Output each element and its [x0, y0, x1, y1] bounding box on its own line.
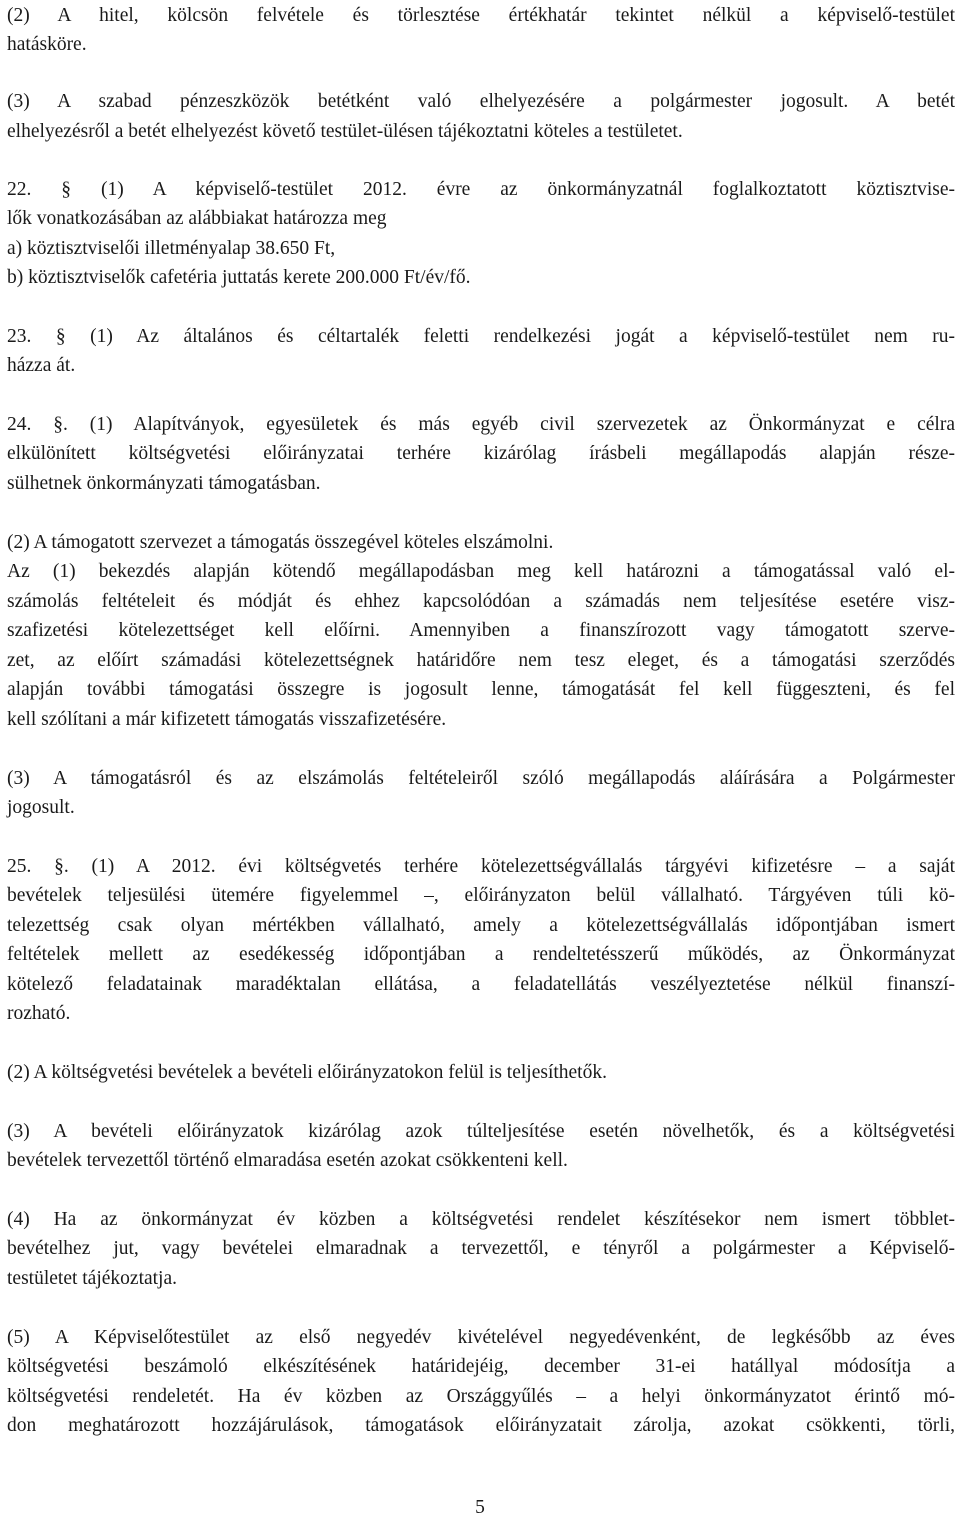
text-line: bevételhez jut, vagy bevételei elmaradnak a tervezettől, e tényről a polgármester a Képviselő-	[7, 1238, 955, 1259]
text-line: 25. §. (1) A 2012. évi költségvetés terhére kötelezettségvállalás tárgyévi kifizetésre – a saját	[7, 856, 955, 877]
text-line: (2) A hitel, kölcsön felvétele és törlesztése értékhatár tekintet nélkül a képviselő-testület	[7, 5, 955, 26]
text-line: sülhetnek önkormányzati támogatásban.	[7, 473, 321, 494]
text-line: számolás feltételeit és módját és ehhez kapcsolódóan a számadás nem teljesítése esetére visz-	[7, 591, 955, 612]
text-line: b) köztisztviselők cafetéria juttatás kerete 200.000 Ft/év/fő.	[7, 267, 471, 288]
text-line: elhelyezésről a betét elhelyezést követő testület-ülésen tájékoztatni köteles a testületet.	[7, 121, 683, 142]
text-line: lők vonatkozásában az alábbiakat határozza meg	[7, 208, 387, 229]
text-line: szafizetési kötelezettséget kell előírni. Amennyiben a finanszírozott vagy támogatott szerve-	[7, 620, 955, 641]
text-line: don meghatározott hozzájárulások, támogatások előirányzatait zárolja, azokat csökkenti, törli,	[7, 1415, 955, 1436]
text-line: zet, az előírt számadási kötelezettségnek határidőre nem tesz eleget, és a támogatási szerződés	[7, 650, 955, 671]
text-line: (2) A támogatott szervezet a támogatás összegével köteles elszámolni.	[7, 532, 554, 553]
text-line: (5) A Képviselőtestület az első negyedév kivételével negyedévenként, de legkésőbb az éves	[7, 1327, 955, 1348]
text-line: (3) A bevételi előirányzatok kizárólag azok túlteljesítése esetén növelhetők, és a költségvetési	[7, 1121, 955, 1142]
text-line: a) köztisztviselői illetményalap 38.650 Ft,	[7, 238, 336, 259]
text-line: költségvetési beszámoló elkészítésének határidejéig, december 31-ei hatállyal módosítja a	[7, 1356, 955, 1377]
page-number: 5	[475, 1497, 485, 1518]
text-line: 23. § (1) Az általános és céltartalék feletti rendelkezési jogát a képviselő-testület nem ru-	[7, 326, 955, 347]
text-line: bevételek teljesülési ütemére figyelemmel –, előirányzaton belül vállalható. Tárgyéven túli kö-	[7, 885, 955, 906]
text-line: 24. §. (1) Alapítványok, egyesületek és más egyéb civil szervezetek az Önkormányzat e célra	[7, 414, 955, 435]
text-line: testületet tájékoztatja.	[7, 1268, 178, 1289]
text-line: költségvetési rendeletét. Ha év közben az Országgyűlés – a helyi önkormányzatot érintő mó-	[7, 1386, 955, 1407]
text-line: kell szólítani a már kifizetett támogatás visszafizetésére.	[7, 709, 447, 730]
text-line: jogosult.	[7, 797, 75, 818]
text-line: rozható.	[7, 1003, 71, 1024]
text-line: (4) Ha az önkormányzat év közben a költségvetési rendelet készítésekor nem ismert többlet-	[7, 1209, 955, 1230]
text-line: házza át.	[7, 355, 76, 376]
text-line: (3) A szabad pénzeszközök betétként való elhelyezésére a polgármester jogosult. A betét	[7, 91, 955, 112]
text-line: kötelező feladatainak maradéktalan ellátása, a feladatellátás veszélyeztetése nélkül finanszí-	[7, 974, 955, 995]
text-line: bevételek tervezettől történő elmaradása esetén azokat csökkenteni kell.	[7, 1150, 568, 1171]
text-line: hatásköre.	[7, 34, 87, 55]
text-line: (3) A támogatásról és az elszámolás feltételeiről szóló megállapodás aláírására a Polgármester	[7, 768, 955, 789]
text-line: feltételek mellett az esedékesség időpontjában a rendeltetésszerű működés, az Önkormányzat	[7, 944, 955, 965]
text-line: alapján további támogatási összegre is jogosult lenne, támogatását fel kell függeszteni, és fel	[7, 679, 955, 700]
text-line: elkülönített költségvetési előirányzatai terhére kizárólag írásbeli megállapodás alapján része-	[7, 443, 955, 464]
text-line: telezettség csak olyan mértékben vállalható, amely a kötelezettségvállalás időpontjában ismert	[7, 915, 955, 936]
text-line: (2) A költségvetési bevételek a bevételi előirányzatokon felül is teljesíthetők.	[7, 1062, 607, 1083]
text-line: Az (1) bekezdés alapján kötendő megállapodásban meg kell határozni a támogatással való el-	[7, 561, 955, 582]
text-line: 22. § (1) A képviselő-testület 2012. évre az önkormányzatnál foglalkoztatott köztisztvise-	[7, 179, 955, 200]
